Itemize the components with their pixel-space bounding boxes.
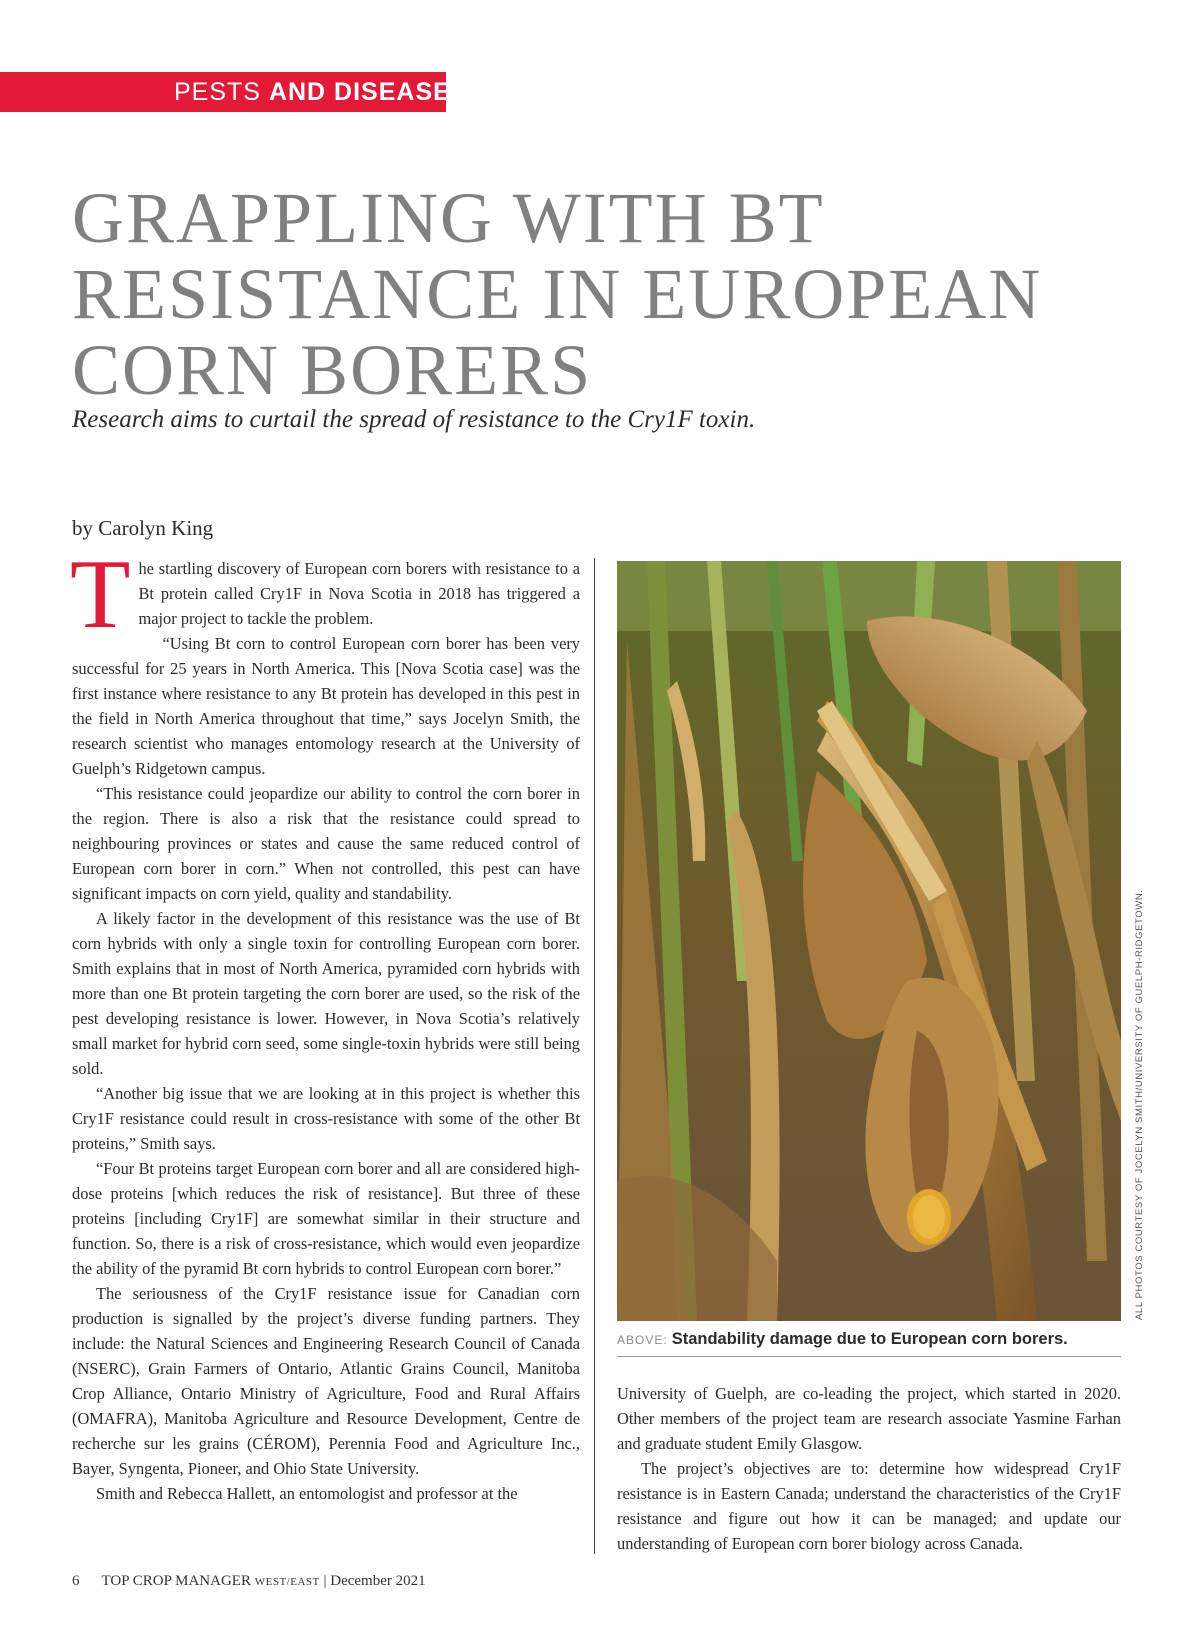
article-left-column bbox=[70, 540, 580, 1506]
article-paragraph: The seriousness of the Cry1F resistance issue for Canadian corn production is signalled by the project’s diverse funding partners. They include: the Natural Sciences and Engineering Research Council of Canada (NSERC), Grain Farmers of Ontario, Atlantic Grains Council, Manitoba Crop Alliance, Ontario Ministry of Agriculture, Food and Rural Affairs (OMAFRA), Manitoba Agriculture and Resource Development, Centre de recherche sur les grains (CÉROM), Perennia Food and Agriculture Inc., Bayer, Syngenta, Pioneer, and Ohio State University. bbox=[72, 1284, 580, 1478]
issue-date: December 2021 bbox=[330, 1573, 426, 1589]
column-divider bbox=[594, 558, 595, 1554]
article-subtitle: Research aims to curtail the spread of resistance to the Cry1F toxin. bbox=[72, 406, 756, 433]
article-intro bbox=[70, 540, 580, 781]
article-paragraph: A likely factor in the development of this resistance was the use of Bt corn hybrids with only a single toxin for controlling European corn borer. Smith explains that in most of North America, pyramided corn hybrids with more than one Bt protein targeting the corn borer are used, so the risk of the pest developing resistance is lower. However, in Nova Scotia’s relatively small market for hybrid corn seed, some single-toxin hybrids were still being sold. bbox=[72, 909, 580, 1078]
article-paragraph: “This resistance could jeopardize our ability to control the corn borer in the region. There is also a risk that the resistance could spread to neighbouring provinces or states and cause the same reduced control of European corn borer in corn.” When not controlled, this pest can have significant impacts on corn yield, quality and standability. bbox=[72, 784, 580, 903]
corn-stalks-illustration bbox=[617, 561, 1121, 1321]
intro-text: he startling discovery of European corn borers with resistance to a Bt protein called Cry1F in Nova Scotia in 2018 has triggered a major project to tackle the problem. bbox=[138, 559, 580, 628]
section-label-light: PESTS bbox=[174, 78, 261, 106]
article-right-column bbox=[617, 1381, 1121, 1556]
drop-cap: T bbox=[70, 540, 131, 649]
intro-quote: “Using Bt corn to control European corn borer has been very successful for 25 years in North America. This [Nova Scotia case] was the first instance where resistance to any Bt protein has developed in this pest in the field in North America throughout that time,” says Jocelyn Smith, the research scientist who manages entomology research at the University of Guelph’s Ridgetown campus. bbox=[72, 634, 580, 778]
magazine-name: TOP CROP MANAGER bbox=[101, 1573, 251, 1589]
byline: by Carolyn King bbox=[72, 516, 214, 540]
article-paragraph: The project’s objectives are to: determine how widespread Cry1F resistance is in Eastern Canada; understand the characteristics of the Cry1F resistance and figure out how it can be managed; and update our understanding of European corn borer biology across Canada. bbox=[617, 1459, 1121, 1553]
footer-separator: | bbox=[323, 1573, 327, 1589]
page-number: 6 bbox=[72, 1573, 80, 1589]
section-label-bold: AND DISEASES bbox=[268, 78, 469, 106]
photo-caption bbox=[617, 1330, 1121, 1349]
article-paragraph: Smith and Rebecca Hallett, an entomologist and professor at the bbox=[96, 1484, 518, 1503]
caption-label: ABOVE: bbox=[617, 1333, 668, 1347]
photo-credit: ALL PHOTOS COURTESY OF JOCELYN SMITH/UNIVERSITY OF GUELPH-RIDGETOWN. bbox=[1134, 889, 1145, 1320]
article-headline: GRAPPLING WITH BT RESISTANCE IN EUROPEAN CORN BORERS bbox=[72, 178, 1043, 410]
section-banner bbox=[0, 72, 469, 112]
article-paragraph: “Another big issue that we are looking at in this project is whether this Cry1F resistance could result in cross-resistance with some of the other Bt proteins,” Smith says. bbox=[72, 1084, 580, 1153]
article-paragraph: “Four Bt proteins target European corn borer and all are considered high-dose proteins [which reduces the risk of resistance]. But three of these proteins [including Cry1F] are somewhat similar in their structure and function. So, there is a risk of cross-resistance, which would even jeopardize the ability of the pyramid Bt corn hybrids to control European corn borer.” bbox=[72, 1159, 580, 1278]
caption-text: Standability damage due to European corn borers. bbox=[671, 1330, 1068, 1348]
edition-label: WEST/EAST bbox=[254, 1576, 320, 1588]
article-paragraph: University of Guelph, are co-leading the project, which started in 2020. Other members of the project team are research associate Yasmine Farhan and graduate student Emily Glasgow. bbox=[617, 1384, 1121, 1453]
caption-rule bbox=[617, 1356, 1121, 1357]
page-footer bbox=[72, 1573, 426, 1590]
corn-field-photo bbox=[617, 561, 1121, 1321]
